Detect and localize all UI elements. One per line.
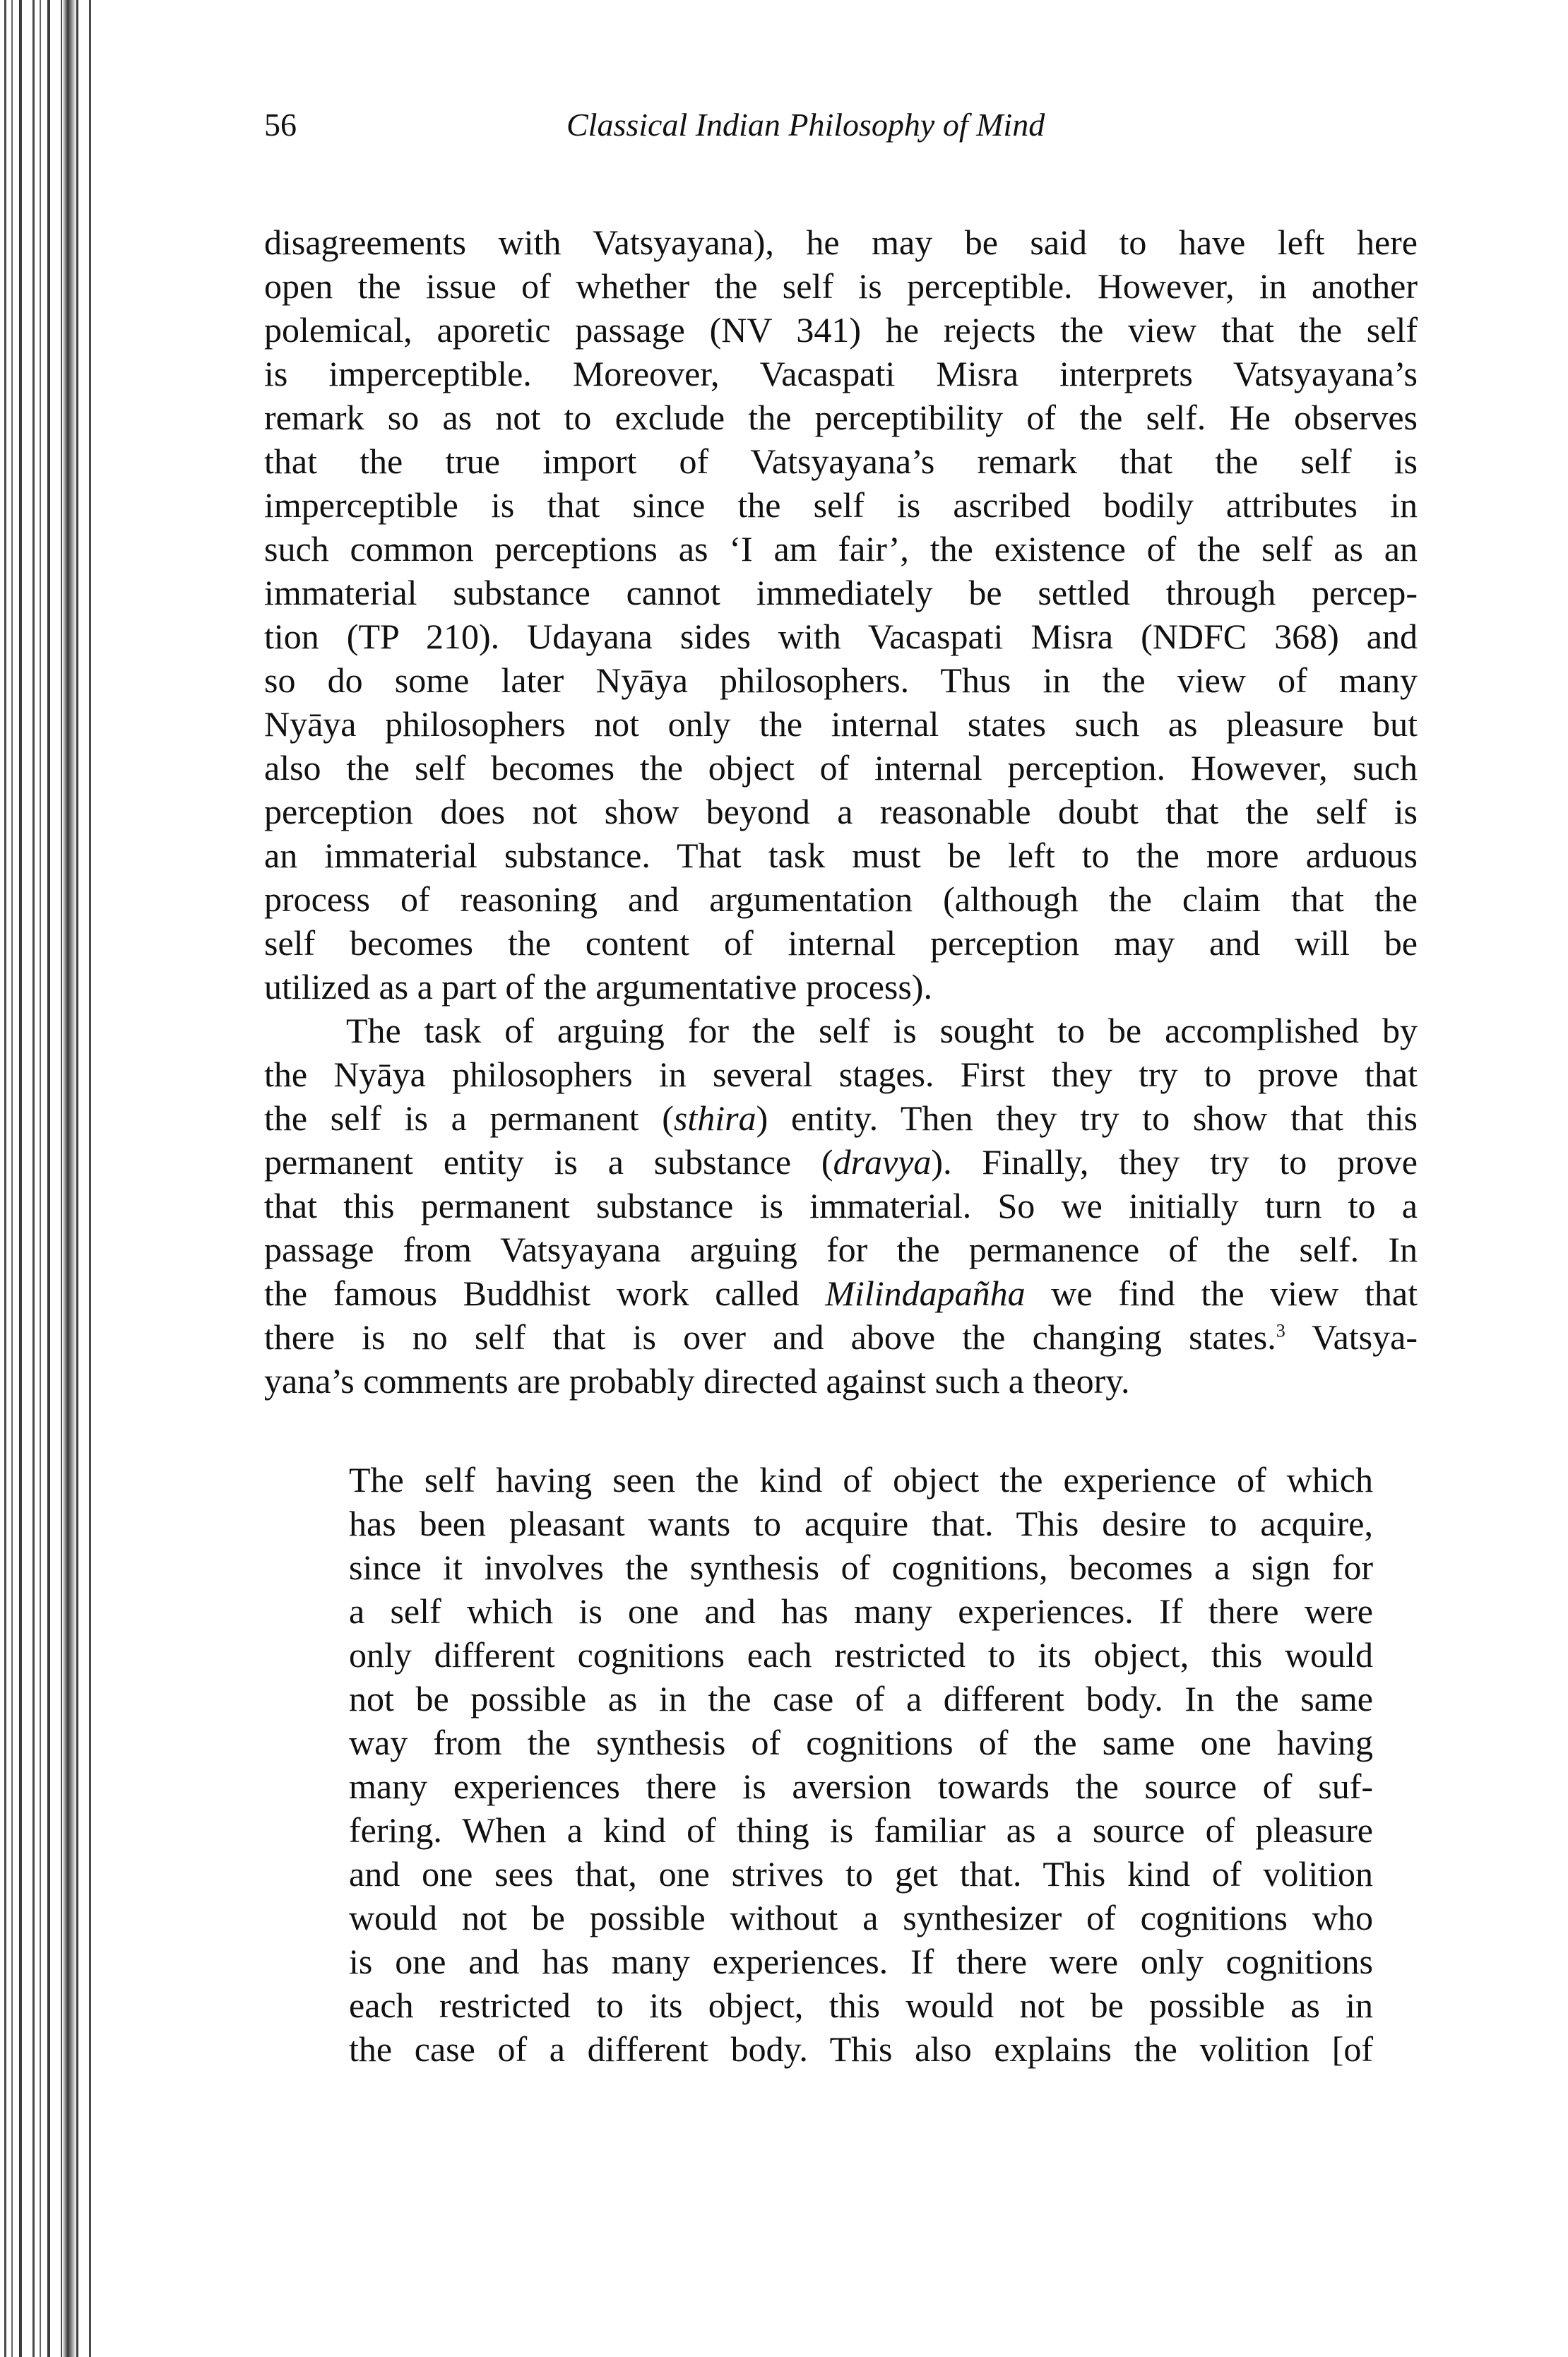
text-line: such common perceptions as ‘I am fair’, the existence of the self as an [264, 529, 1418, 569]
text-line: not be possible as in the case of a different body. In the same [349, 1679, 1373, 1718]
running-title: Classical Indian Philosophy of Mind [566, 107, 1045, 143]
text-line: fering. When a kind of thing is familiar as a source of pleasure [349, 1810, 1373, 1850]
text-line: permanent entity is a substance (dravya). Finally, they try to prove [264, 1142, 1418, 1182]
scan-binding-shadow [62, 0, 76, 2357]
text-line: yana’s comments are probably directed against such a theory. [264, 1361, 1130, 1401]
text-line: the self is a permanent (sthira) entity. Then they try to show that this [264, 1098, 1418, 1138]
text-line: since it involves the synthesis of cognitions, becomes a sign for [349, 1548, 1373, 1587]
italic-term: dravya [833, 1142, 932, 1182]
text-line: open the issue of whether the self is perceptible. However, in another [264, 266, 1418, 306]
text-line: The task of arguing for the self is sought to be accomplished by [346, 1011, 1418, 1050]
scan-binding-edge [0, 0, 92, 2357]
text-line: many experiences there is aversion towards the source of suf- [349, 1767, 1373, 1806]
italic-term: sthira [673, 1098, 756, 1138]
text-line: has been pleasant wants to acquire that. This desire to acquire, [349, 1504, 1373, 1543]
text-line: that this permanent substance is immaterial. So we initially turn to a [264, 1186, 1418, 1225]
text-line: each restricted to its object, this would not be possible as in [349, 1985, 1373, 2025]
text-line: is imperceptible. Moreover, Vacaspati Misra interprets Vatsyayana’s [264, 354, 1418, 393]
text-line: and one sees that, one strives to get that. This kind of volition [349, 1854, 1373, 1894]
text-line: remark so as not to exclude the perceptibility of the self. He observes [264, 398, 1418, 437]
text-line: an immaterial substance. That task must be left to the more arduous [264, 836, 1418, 875]
text-line: perception does not show beyond a reasonable doubt that the self is [264, 792, 1418, 831]
text-line: immaterial substance cannot immediately be settled through percep- [264, 573, 1418, 612]
text-line: is one and has many experiences. If there were only cognitions [349, 1942, 1373, 1981]
text-line: self becomes the content of internal perception may and will be [264, 923, 1418, 963]
text-line: way from the synthesis of cognitions of the same one having [349, 1723, 1373, 1762]
text-line: polemical, aporetic passage (NV 341) he rejects the view that the self [264, 310, 1418, 350]
paragraph-2 [264, 1009, 1418, 1403]
text-line: also the self becomes the object of internal perception. However, such [264, 748, 1418, 788]
text-line: the case of a different body. This also explains the volition [of [349, 2029, 1373, 2069]
page-number: 56 [264, 107, 297, 143]
text-line: imperceptible is that since the self is ascribed bodily attributes in [264, 485, 1418, 525]
text-line: Nyāya philosophers not only the internal states such as pleasure but [264, 704, 1418, 744]
text-line: utilized as a part of the argumentative process). [264, 967, 932, 1007]
text-line: The self having seen the kind of object the experience of which [349, 1460, 1373, 1500]
text-line: tion (TP 210). Udayana sides with Vacaspati Misra (NDFC 368) and [264, 617, 1418, 656]
text-line: disagreements with Vatsyayana), he may be said to have left here [264, 222, 1418, 262]
text-line: so do some later Nyāya philosophers. Thus in the view of many [264, 660, 1418, 700]
italic-title: Milindapañha [825, 1274, 1026, 1313]
running-header [264, 106, 1418, 155]
text-line: the Nyāya philosophers in several stages. First they try to prove that [264, 1055, 1418, 1094]
footnote-marker: 3 [1276, 1320, 1285, 1341]
paragraph-1 [264, 220, 1418, 1009]
text-line: process of reasoning and argumentation (although the claim that the [264, 879, 1418, 919]
text-line: that the true import of Vatsyayana’s remark that the self is [264, 441, 1418, 481]
text-line: would not be possible without a synthesizer of cognitions who [349, 1898, 1373, 1937]
text-line: the famous Buddhist work called Milindapañha we find the view that [264, 1274, 1418, 1313]
text-line: passage from Vatsyayana arguing for the permanence of the self. In [264, 1230, 1418, 1269]
text-line: a self which is one and has many experiences. If there were [349, 1591, 1373, 1631]
text-line: there is no self that is over and above the changing states.$^3$ Vatsya- [264, 1317, 1418, 1357]
block-quote [349, 1458, 1373, 2071]
text-line: only different cognitions each restricted to its object, this would [349, 1635, 1373, 1675]
